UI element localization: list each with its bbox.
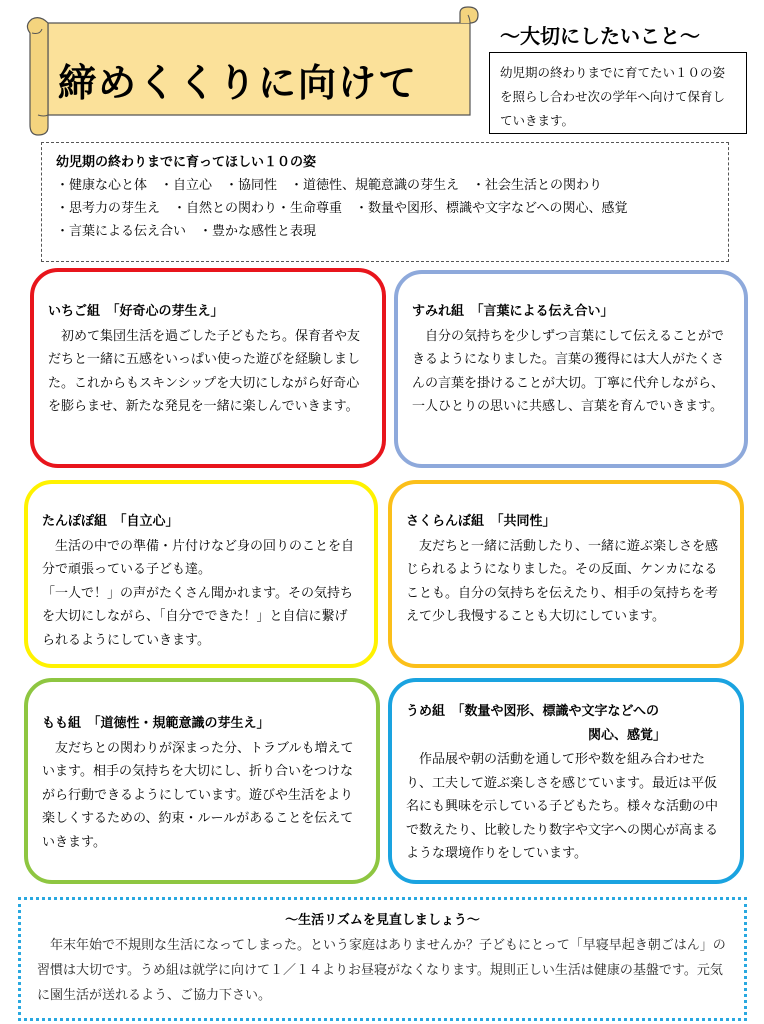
ten-figures-box — [41, 142, 729, 262]
class-body: 自分の気持ちを少しずつ言葉にして伝えることができるようになりました。言葉の獲得には大人がたくさんの言葉を掛けることが大切。丁寧に代弁しながら、一人ひとりの思いに共感し、言葉を育んでいきます。 — [412, 328, 725, 414]
class-heading: さくらんぼ組 「共同性」 — [406, 514, 556, 529]
life-rhythm-box — [18, 897, 747, 1021]
class-heading: いちご組 「好奇心の芽生え」 — [48, 304, 224, 319]
ten-figures-line: ・思考力の芽生え ・自然との関わり・生命尊重 ・数量や図形、標識や文字などへの関心、感覚 — [56, 201, 628, 216]
class-heading: たんぽぽ組 「自立心」 — [42, 514, 179, 529]
class-heading: すみれ組 「言葉による伝え合い」 — [412, 304, 614, 319]
class-body: 作品展や朝の活動を通して形や数を組み合わせたり、工夫して遊ぶ楽しさを感じています。最近は平仮名にも興味を示している子どもたち。様々な活動の中で数えたり、比較したり数字や文字への関心が高まるような環境作りをしています。 — [406, 752, 719, 861]
ten-figures-heading: 幼児期の終わりまでに育ってほしい１０の姿 — [56, 155, 317, 170]
ten-figures-line: ・言葉による伝え合い ・豊かな感性と表現 — [56, 224, 317, 239]
class-box-sumire — [394, 270, 748, 468]
class-heading: うめ組 「数量や図形、標識や文字などへの 関心、感覚」 — [406, 704, 667, 743]
side-note: 幼児期の終わりまでに育てたい１０の姿を照らし合わせ次の学年へ向けて保育していきます。 — [489, 52, 747, 134]
ten-figures-line: ・健康な心と体 ・自立心 ・協同性 ・道徳性、規範意識の芽生え ・社会生活との関わり — [56, 178, 603, 193]
class-box-ichigo — [30, 268, 386, 468]
class-box-momo — [24, 678, 380, 884]
class-heading: もも組 「道徳性・規範意識の芽生え」 — [42, 716, 270, 731]
life-rhythm-body: 年末年始で不規則な生活になってしまった。という家庭はありませんか？子どもにとって「早寝早起き朝ごはん」の習慣は大切です。うめ組は就学に向けて１／１４よりお昼寝がなくなります。規則正しい生活は健康の基盤です。元気に園生活が送れるよう、ご協力下さい。 — [37, 938, 726, 1003]
life-rhythm-heading: ～生活リズムを見直しましょう～ — [285, 913, 480, 928]
side-heading: ～大切にしたいこと～ — [500, 24, 700, 48]
class-body: 友だちと一緒に活動したり、一緒に遊ぶ楽しさを感じられるようになりました。その反面、ケンカになることも。自分の気持ちを伝えたり、相手の気持ちを考えて少し我慢することも大切にしています。 — [406, 538, 719, 624]
class-body: 生活の中での準備・片付けなど身の回りのことを自分で頑張っている子ども達。 「一人で！」の声がたくさん聞かれます。その気持ちを大切にしながら、「自分でできた！」と自信に繋げられるようにしていきます。 — [42, 538, 355, 648]
class-box-ume — [388, 678, 744, 884]
class-box-sakuranbo — [388, 480, 744, 668]
class-body: 初めて集団生活を過ごした子どもたち。保育者や友だちと一緒に五感をいっぱい使った遊びを経験しました。これからもスキンシップを大切にしながら好奇心を膨らませ、新たな発見を一緒に楽しんでいきます。 — [48, 328, 361, 414]
page-title: 締めくくりに向けて — [58, 61, 419, 105]
class-body: 友だちとの関わりが深まった分、トラブルも増えています。相手の気持ちを大切にし、折り合いをつけながら行動できるようにしています。遊びや生活をより楽しくするための、約束・ルールがあることを伝えていきます。 — [42, 740, 354, 850]
class-box-tanpopo — [24, 480, 378, 668]
